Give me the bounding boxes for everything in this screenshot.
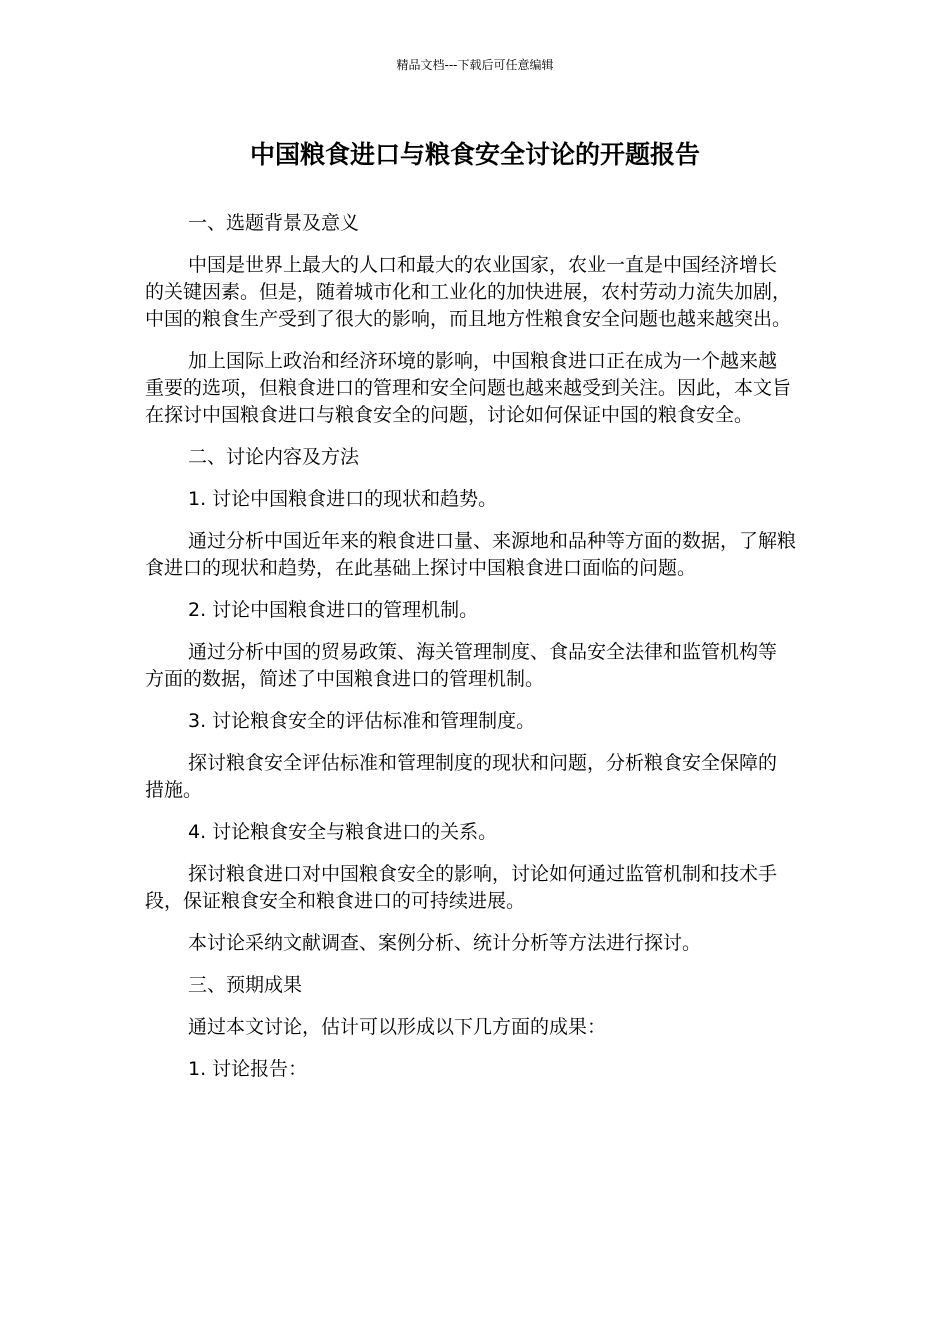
section-heading-content-methods: 二、讨论内容及方法 (188, 446, 360, 468)
paragraph-background-1: 中国是世界上最大的人口和最大的农业国家，农业一直是中国经济增长的关键因素。但是，随着城市化和工业化的加快进展，农村劳动力流失加剧，中国的粮食生产受到了很大的影响，而且地方性粮食安全问题也越来越突出。 (145, 254, 792, 330)
document-body (145, 210, 795, 1098)
document-title: 中国粮食进口与粮食安全讨论的开题报告 (249, 140, 700, 169)
paragraph-expected-results: 通过本文讨论，估计可以形成以下几方面的成果： (188, 1016, 607, 1038)
paragraph-background-2: 加上国际上政治和经济环境的影响，中国粮食进口正在成为一个越来越重要的选项，但粮食进口的管理和安全问题也越来越受到关注。因此，本文旨在探讨中国粮食进口与粮食安全的问题，讨论如何保证中国的粮食安全。 (145, 350, 792, 426)
header-note: 精品文档---下载后可任意编辑 (396, 58, 554, 72)
list-item-3-heading: 3. 讨论粮食安全的评估标准和管理制度。 (188, 710, 536, 732)
list-item-2-text: 通过分析中国的贸易政策、海关管理制度、食品安全法律和监管机构等方面的数据，简述了中国粮食进口的管理机制。 (145, 641, 778, 690)
list-item-4-heading: 4. 讨论粮食安全与粮食进口的关系。 (188, 821, 498, 843)
section-heading-expected-results: 三、预期成果 (188, 974, 303, 996)
result-item-1: 1. 讨论报告： (188, 1058, 308, 1080)
list-item-4-text: 探讨粮食进口对中国粮食安全的影响，讨论如何通过监管机制和技术手段，保证粮食安全和粮食进口的可持续进展。 (145, 863, 778, 912)
list-item-2-heading: 2. 讨论中国粮食进口的管理机制。 (188, 599, 479, 621)
section-heading-background: 一、选题背景及意义 (188, 212, 360, 234)
paragraph-methods: 本讨论采纳文献调查、案例分析、统计分析等方法进行探讨。 (188, 932, 702, 954)
list-item-3-text: 探讨粮食安全评估标准和管理制度的现状和问题，分析粮食安全保障的措施。 (145, 752, 778, 801)
list-item-1-text: 通过分析中国近年来的粮食进口量、来源地和品种等方面的数据，了解粮食进口的现状和趋势，在此基础上探讨中国粮食进口面临的问题。 (145, 530, 797, 579)
list-item-1-heading: 1. 讨论中国粮食进口的现状和趋势。 (188, 488, 498, 510)
